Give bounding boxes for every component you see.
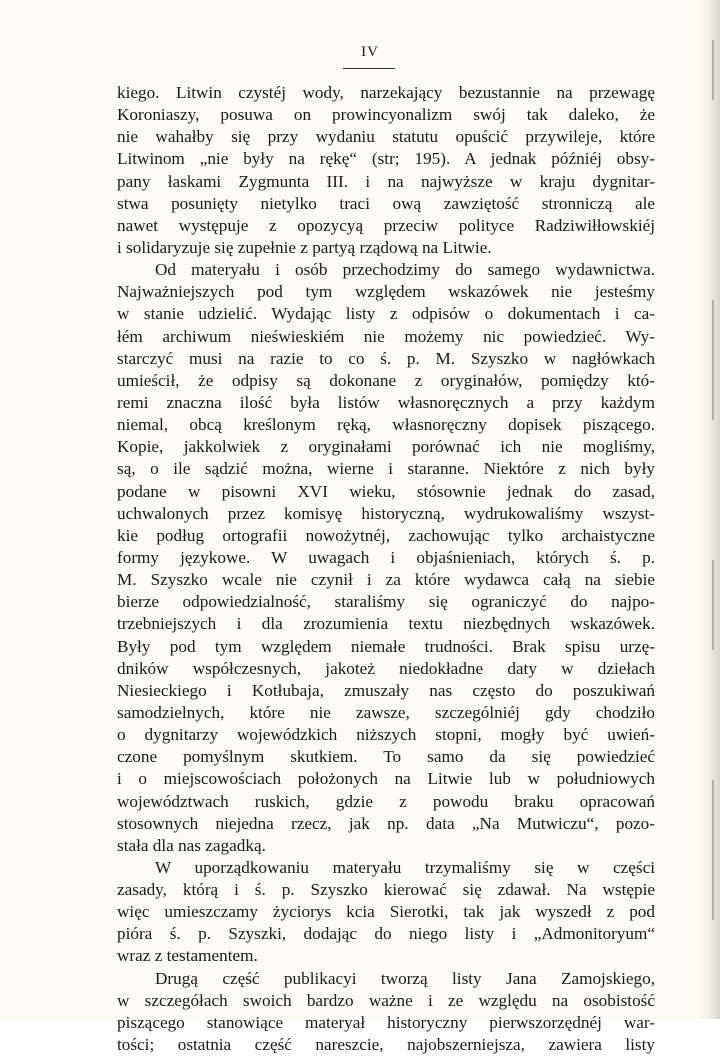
text-line: o dygnitarzy wojewódzkich niższych stopni, mogły być uwień- [117,725,655,745]
text-line: nie wahałby się przy wydaniu statutu opuścić przywileje, które [117,127,655,147]
edge-speck [712,300,714,420]
text-line: umieścił, że odpisy są dokonane z oryginałów, pomiędzy któ- [117,370,655,390]
page-number-rule [343,68,395,69]
page-edge-shadow [698,0,720,1019]
text-line: łém archiwum nieświeskiém nie możemy nic powiedzieć. Wy- [117,326,655,346]
text-line: kiego. Litwin czystéj wody, narzekający bezustannie na przewagę [117,83,655,102]
text-line: pióra ś. p. Szyszki, dodając do niego listy i „Admonitoryum“ [117,924,655,944]
text-line: stała dla nas zagadką. [117,835,266,855]
text-line: stosownych niejedna rzecz, jak np. data „Na Mutwiczu“, pozo- [117,813,655,833]
text-line: Kopie, jakkolwiek z oryginałami porównać ich nie mogliśmy, [117,437,655,457]
text-line: remi znaczna ilość była listów własnoręcznych a przy każdym [117,392,655,412]
text-line: i solidaryzuje się zupełnie z partyą rządową na Litwie. [117,237,492,257]
text-line: piszącego stanowiące materyał historyczny pierwszorzędnéj war- [117,1012,655,1032]
text-line: wraz z testamentem. [117,946,258,966]
text-line: dników współczesnych, jakoteż niedokładne daty w dziełach [117,658,655,678]
text-line: Drugą część publikacyi tworzą listy Jana Zamojskiego, [155,968,655,988]
text-line: i o miejscowościach położonych na Litwie lub w południowych [117,769,655,789]
text-line: samodzielnych, które nie zawsze, szczególniéj gdy chodziło [117,702,655,722]
page-number: IV [361,44,379,60]
body-text [117,82,655,1056]
text-line: podane w pisowni XVI wieku, stósownie jednak do zasad, [117,481,655,501]
text-line: stwa posunięty nietylko traci ową zawziętość stronniczą ale [117,193,655,213]
text-line: niemal, obcą kreślonym ręką, własnoręczny dopisek piszącego. [117,415,655,435]
text-line: w szczegółach swoich bardzo ważne i ze względu na osobistość [117,990,655,1010]
text-line: trzebniejszych i dla zrozumienia textu niezbędnych wskazówek. [117,614,655,634]
text-line: tości; ostatnia część nareszcie, najobszerniejsza, zawiera listy [117,1035,655,1055]
text-line: Niesieckiego i Kotłubaja, zmuszały nas często do poszukiwań [117,680,655,700]
edge-speck [712,560,714,650]
text-line: uchwalonych przez komisyę historyczną, wydrukowaliśmy wszyst- [117,503,655,523]
text-line: pany łaskami Zygmunta III. i na najwyższe w kraju dygnitar- [117,171,655,191]
text-line: M. Szyszko wcale nie czynił i za które wydawca całą na siebie [117,570,655,590]
text-line: formy językowe. W uwagach i objaśnieniach, których ś. p. [117,547,655,567]
text-line: bierze odpowiedzialność, staraliśmy się ograniczyć do najpo- [117,592,655,612]
text-line: starczyć musi na razie to co ś. p. M. Szyszko w nagłówkach [117,348,655,368]
text-line: Koroniaszy, posuwa on prowincyonalizm swój tak daleko, że [117,105,655,125]
edge-speck [712,40,714,100]
text-line: Były pod tym względem niemałe trudności. Brak spisu urzę- [117,636,655,656]
text-line: w stanie udzielić. Wydając listy z odpisów o dokumentach i ca- [117,304,655,324]
text-line: Od materyału i osób przechodzimy do samego wydawnictwa. [155,260,655,280]
text-line: zasady, którą i ś. p. Szyszko kierować się zdawał. Na wstępie [117,880,655,900]
text-line: województwach ruskich, gdzie z powodu braku opracowań [117,791,655,811]
text-line: Litwinom „nie były na rękę“ (str; 195). A jednak późniéj obsy- [117,149,655,169]
text-line: więc umieszczamy życiorys kcia Sierotki, tak jak wyszedł z pod [117,902,655,922]
text-line: nawet występuje z opozycyą przeciw polityce Radziwiłłowskiéj [117,215,655,235]
edge-speck [712,780,714,920]
text-line: W uporządkowaniu materyału trzymaliśmy się w części [155,857,655,877]
text-line: czone pomyślnym skutkiem. To samo da się powiedzieć [117,747,655,767]
text-line: są, o ile sądzić można, wierne i staranne. Niektóre z nich były [117,459,655,479]
text-line: kie podług ortografii nowożytnéj, zachowując tylko archaistyczne [117,525,655,545]
text-line: Najważniejszych pod tym względem wskazówek nie jesteśmy [117,282,655,302]
